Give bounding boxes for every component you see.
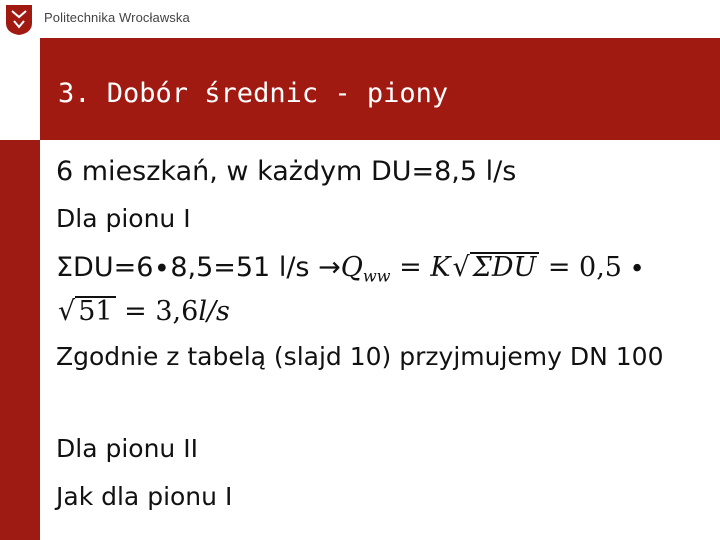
formula-equals-1: =	[390, 252, 431, 283]
text-line-riser-1: Dla pionu I	[56, 204, 191, 233]
formula-equals-2: = 0,5 ∙	[539, 252, 644, 283]
left-accent-stripe	[0, 140, 40, 540]
result-sqrt	[56, 296, 116, 327]
formula-sqrt	[451, 252, 540, 283]
sqrt-sign-icon: √	[58, 296, 76, 327]
formula-q: Q	[340, 252, 363, 283]
header-bar	[0, 0, 720, 38]
result-unit: l/s	[198, 296, 230, 327]
formula-sum: ΣDU=6∙8,5=51 l/s →	[56, 252, 341, 283]
university-logo-icon	[4, 3, 34, 36]
text-line-same-as-riser-1: Jak dla pionu I	[56, 482, 233, 511]
formula-k: K	[430, 252, 451, 283]
result-value: = 3,6	[115, 296, 199, 327]
formula-line	[56, 252, 644, 286]
sqrt-sign-icon: √	[452, 252, 470, 283]
result-radicand: 51	[75, 296, 115, 326]
title-band	[40, 38, 720, 140]
text-line-riser-2: Dla pionu II	[56, 434, 198, 463]
university-name: Politechnika Wrocławska	[44, 10, 190, 25]
slide-content	[40, 140, 720, 540]
text-line-apartments: 6 mieszkań, w każdym DU=8,5 l/s	[56, 156, 517, 187]
formula-result-line	[56, 296, 230, 327]
slide-title: 3. Dobór średnic - piony	[58, 78, 449, 109]
formula-q-subscript: ww	[362, 266, 391, 286]
text-line-table-reference: Zgodnie z tabelą (slajd 10) przyjmujemy DN 100	[56, 342, 664, 371]
sqrt-radicand: ΣDU	[470, 252, 540, 282]
